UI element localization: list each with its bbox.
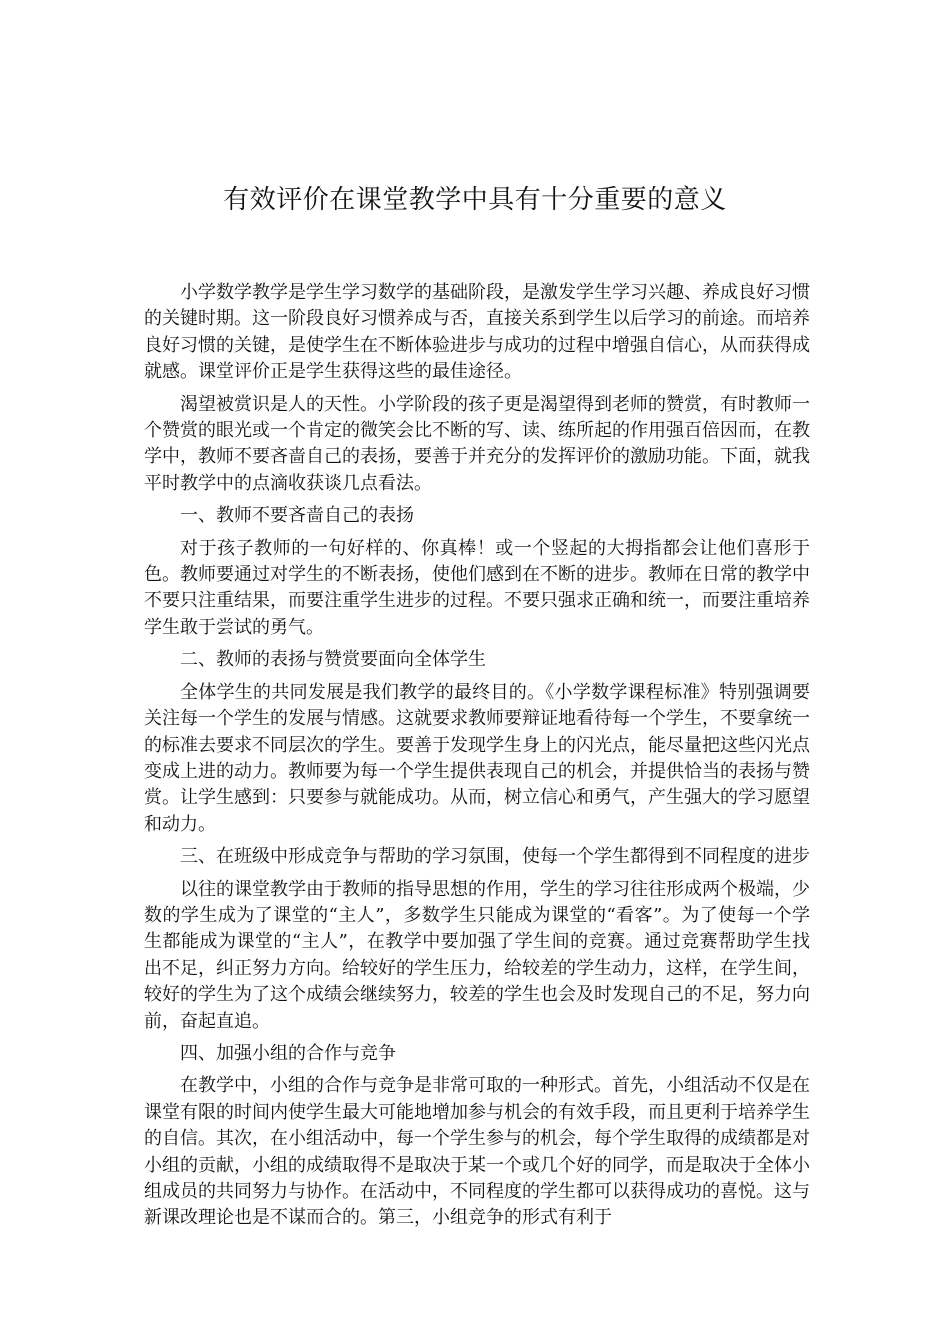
section-heading: 一、教师不要吝啬自己的表扬 (180, 505, 414, 527)
paragraph: 对于孩子教师的一句好样的、你真棒！或一个竖起的大拇指都会让他们喜形于色。教师要通过对学生的不断表扬，使他们感到在不断的进步。教师在日常的教学中不要只注重结果，而要注重学生进步的过程。不要只强求正确和统一，而要注重培养学生敢于尝试的勇气。 (144, 537, 810, 638)
paragraph: 在教学中，小组的合作与竞争是非常可取的一种形式。首先，小组活动不仅是在课堂有限的时间内使学生最大可能地增加参与机会的有效手段，而且更利于培养学生的自信。其次，在小组活动中，每一个学生参与的机会，每个学生取得的成绩都是对小组的贡献，小组的成绩取得不是取决于某一个或几个好的同学，而是取决于全体小组成员的共同努力与协作。在活动中，不同程度的学生都可以获得成功的喜悦。这与新课改理论也是不谋而合的。第三，小组竞争的形式有利于 (144, 1075, 810, 1229)
document-title: 有效评价在课堂教学中具有十分重要的意义 (223, 185, 727, 215)
paragraph: 以往的课堂教学由于教师的指导思想的作用，学生的学习往往形成两个极端，少数的学生成为了课堂的“主人”，多数学生只能成为课堂的“看客”。为了使每一个学生都能成为课堂的“主人”，在教学中要加强了学生间的竞赛。通过竞赛帮助学生找出不足，纠正努力方向。给较好的学生压力，给较差的学生动力，这样，在学生间，较好的学生为了这个成绩会继续努力，较差的学生也会及时发现自己的不足，努力向前，奋起直追。 (144, 878, 810, 1032)
paragraph: 小学数学教学是学生学习数学的基础阶段，是激发学生学习兴趣、养成良好习惯的关键时期。这一阶段良好习惯养成与否，直接关系到学生以后学习的前途。而培养良好习惯的关键，是使学生在不断体验进步与成功的过程中增强自信心，从而获得成就感。课堂评价正是学生获得这些的最佳途径。 (144, 282, 810, 383)
document-body (144, 280, 810, 1238)
paragraph: 全体学生的共同发展是我们教学的最终目的。《小学数学课程标准》特别强调要关注每一个学生的发展与情感。这就要求教师要辩证地看待每一个学生，不要拿统一的标准去要求不同层次的学生。要善于发现学生身上的闪光点，能尽量把这些闪光点变成上进的动力。教师要为每一个学生提供表现自己的机会，并提供恰当的表扬与赞赏。让学生感到：只要参与就能成功。从而，树立信心和勇气，产生强大的学习愿望和动力。 (144, 681, 810, 835)
section-heading: 三、在班级中形成竞争与帮助的学习氛围，使每一个学生都得到不同程度的进步 (180, 846, 810, 868)
paragraph: 渴望被赏识是人的天性。小学阶段的孩子更是渴望得到老师的赞赏，有时教师一个赞赏的眼光或一个肯定的微笑会比不断的写、读、练所起的作用强百倍因而，在教学中，教师不要吝啬自己的表扬，要善于并充分的发挥评价的激励功能。下面，就我平时教学中的点滴收获谈几点看法。 (144, 393, 810, 494)
section-heading: 二、教师的表扬与赞赏要面向全体学生 (180, 649, 486, 671)
section-heading: 四、加强小组的合作与竞争 (180, 1042, 396, 1064)
